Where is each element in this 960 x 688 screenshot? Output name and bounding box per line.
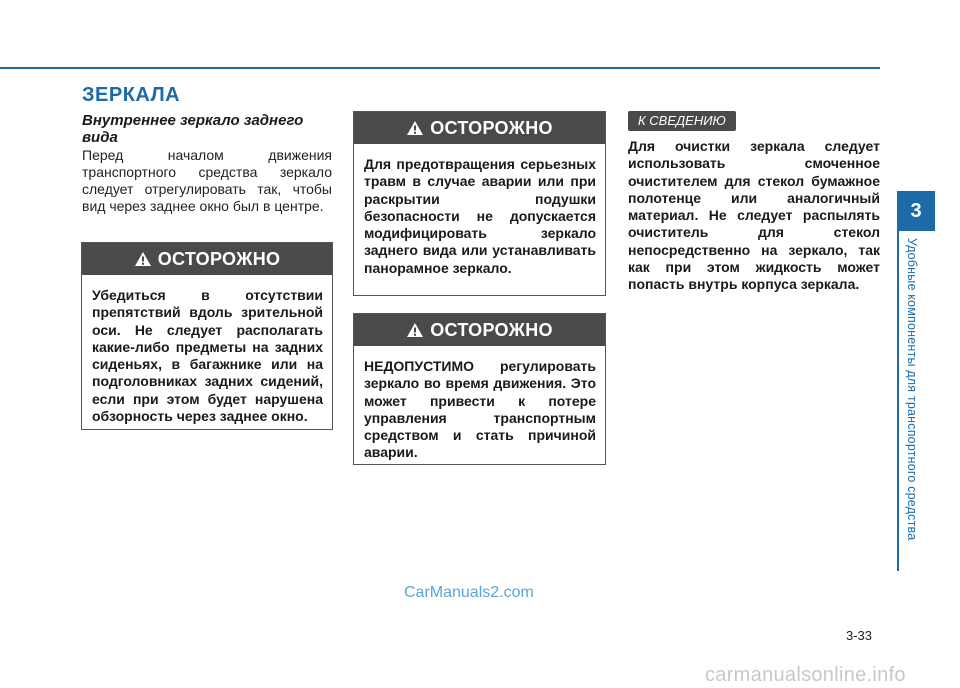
warning-triangle-icon <box>406 120 424 136</box>
footer-brand: carmanualsonline.info <box>705 664 906 686</box>
warning-triangle-icon <box>134 251 152 267</box>
warning-heading: ОСТОРОЖНО <box>157 248 281 269</box>
sidebar-rule <box>897 231 899 571</box>
warning-triangle-icon <box>406 322 424 338</box>
warning-header <box>354 314 605 346</box>
info-badge: К СВЕДЕНИЮ <box>628 111 736 131</box>
warning-box-1 <box>81 242 333 430</box>
warning-box-3 <box>353 313 606 465</box>
watermark-link[interactable]: CarManuals2.com <box>404 584 534 601</box>
info-text: Для очистки зеркала следует использовать смоченное очистителем для стекол бумажное полотенце или аналогичный материал. Не следует распылять очиститель для стекол непосредственно на зеркало, так как при этом жидкость может попасть внутрь корпуса зеркала. <box>628 138 880 293</box>
warning-box-2 <box>353 111 606 296</box>
warning-text: Убедиться в отсутствии препятствий вдоль зрительной оси. Не следует располагать какие-либо предметы на задних сиденьях, в багажнике или на подголовниках задних сидений, если при этом будет нарушена обзорность через заднее окно. <box>92 287 323 425</box>
top-rule <box>0 67 880 69</box>
section-title: ЗЕРКАЛА <box>82 84 181 106</box>
chapter-tab: 3 <box>897 191 935 231</box>
page-number: 3-33 <box>846 628 873 643</box>
subheading: Внутреннее зеркало заднего вида <box>82 112 304 146</box>
warning-header <box>82 243 332 275</box>
warning-header <box>354 112 605 144</box>
warning-text: НЕДОПУСТИМО регулировать зеркало во время движения. Это может привести к потере управления транспортным средством и стать причиной аварии. <box>364 358 596 461</box>
warning-heading: ОСТОРОЖНО <box>430 319 553 340</box>
warning-text: Для предотвращения серьезных травм в случае аварии или при раскрытии подушки безопасности не допускается модифицировать зеркало заднего вида или устанавливать панорамное зеркало. <box>364 156 596 276</box>
warning-heading: ОСТОРОЖНО <box>430 117 553 138</box>
chapter-caption: Удобные компоненты для транспортного средства <box>905 238 919 541</box>
body-paragraph: Перед началом движения транспортного средства зеркало следует отрегулировать так, чтобы вид через заднее окно был в центре. <box>82 147 332 214</box>
